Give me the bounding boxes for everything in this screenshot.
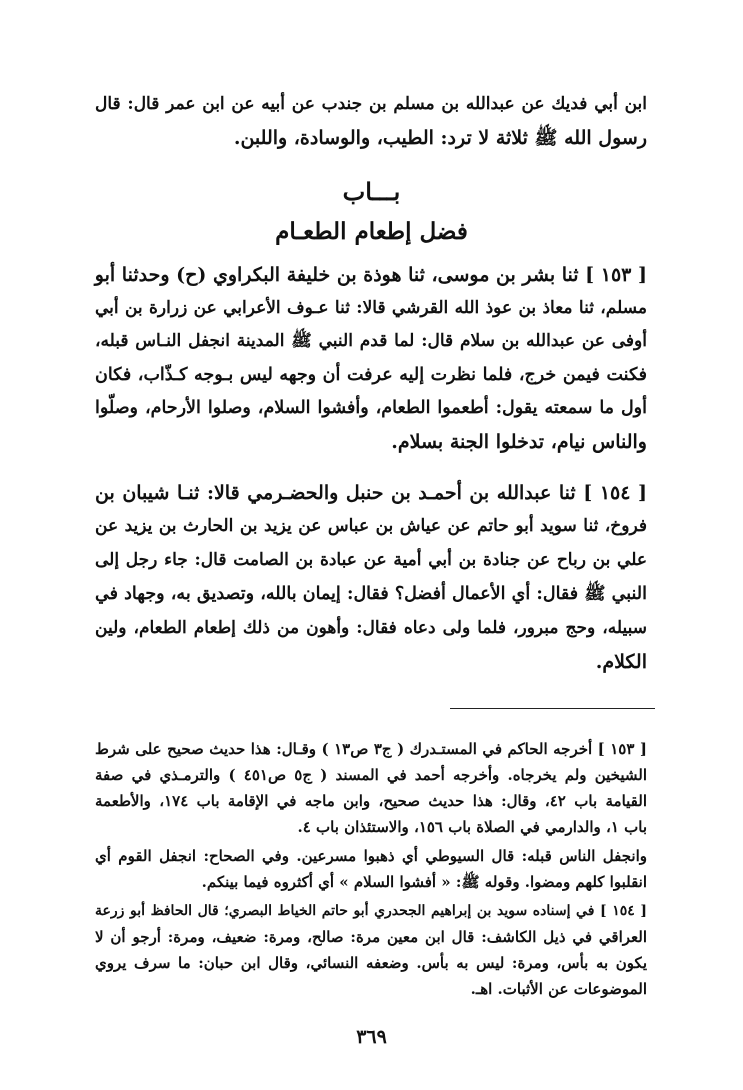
footnote-153-line: انقلبوا كلهم ومضوا. وقوله ﷺ: « أفشوا السلام » أي أكثروه فيما بينكم. (201, 873, 647, 891)
chapter-title: فضل إطعام الطعـام (275, 218, 468, 245)
footnote-153-line: [ ١٥٣ ] أخرجه الحاكم في المستـدرك ( ج٣ ص١٣ ) وقـال: هذا حديث صحيح على شرط (95, 740, 647, 758)
page-number: ٣٦٩ (356, 1026, 387, 1048)
intro-line: رسول الله ﷺ ثلاثة لا ترد: الطيب، والوسادة، واللبن. (233, 127, 647, 149)
footnote-divider (450, 708, 655, 709)
footnote-153-line: باب ١، والدارمي في الصلاة باب ١٥٦، والاستئذان باب ٤. (297, 818, 647, 836)
hadith-153-line: أول ما سمعته يقول: أطعموا الطعام، وأفشوا السلام، وصلوا الأرحام، وصلّوا (95, 398, 647, 418)
hadith-154-line: علي بن رباح عن جنادة بن أبي أمية عن عبادة بن الصامت قال: جاء رجل إلى (95, 550, 647, 570)
footnote-153-line: الشيخين ولم يخرجاه. وأخرجه أحمد في المسند ( ج٥ ص٤٥١ ) والترمـذي في صفة (95, 766, 648, 784)
footnote-154-line: [ ١٥٤ ] في إسناده سويد بن إبراهيم الجحدري أبو حاتم الخياط البصري؛ قال الحافظ أبو زرعة (95, 903, 647, 919)
hadith-153-line: [ ١٥٣ ] ثنا بشر بن موسى، ثنا هوذة بن خليفة البكراوي (ح) وحدثنا أبو (94, 264, 647, 286)
footnote-154-line: يكون به بأس، ومرة: ليس به بأس. وضعفه النسائي، وقال ابن حبان: ما سرف يروي (95, 954, 647, 972)
footnote-153-line: القيامة باب ٤٢، وقال: هذا حديث صحيح، وابن ماجه في الإقامة باب ١٧٤، والأطعمة (95, 792, 647, 810)
footnote-153-line: وانجفل الناس قبله: قال السيوطي أي ذهبوا مسرعين. وفي الصحاح: انجفل القوم أي (95, 847, 647, 865)
hadith-153-line: فكنت فيمن خرج، فلما نظرت إليه عرفت أن وجهه ليس بـوجه كـذّاب، فكان (95, 365, 647, 385)
hadith-153-line: مسلم، ثنا معاذ بن عوذ الله القرشي قالا: ثنا عـوف الأعرابي عن زرارة بن أبي (95, 298, 647, 318)
hadith-153-line: أوفى عن عبدالله بن سلام قال: لما قدم النبي ﷺ المدينة انجفل النـاس قبله، (95, 331, 647, 351)
hadith-154-line: الكلام. (595, 651, 647, 673)
hadith-154-line: [ ١٥٤ ] ثنا عبدالله بن أحمـد بن حنبل والحضـرمي قالا: ثنـا شيبان بن (95, 482, 647, 504)
hadith-153-line: والناس نيام، تدخلوا الجنة بسلام. (391, 431, 647, 453)
intro-line: ابن أبي فديك عن عبدالله بن مسلم بن جندب عن أبيه عن ابن عمر قال: قال (95, 94, 647, 114)
footnote-154-line: الموضوعات عن الأثبات. اهـ. (470, 980, 647, 998)
hadith-154-line: النبي ﷺ فقال: أي الأعمال أفضل؟ فقال: إيمان بالله، وتصديق به، وجهاد في (95, 584, 647, 604)
hadith-154-line: فروخ، ثنا سويد أبو حاتم عن عياش بن عباس عن يزيد بن الحارث بن يزيد عن (95, 516, 647, 536)
hadith-154-line: سبيله، وحج مبرور، فلما ولى دعاه فقال: وأهون من ذلك إطعام الطعام، ولين (95, 618, 647, 638)
footnote-154-line: العراقي في ذيل الكاشف: قال ابن معين مرة: صالح، ومرة: ضعيف، ومرة: أرجو أن لا (95, 928, 647, 946)
chapter-heading: بـــاب (342, 177, 401, 206)
